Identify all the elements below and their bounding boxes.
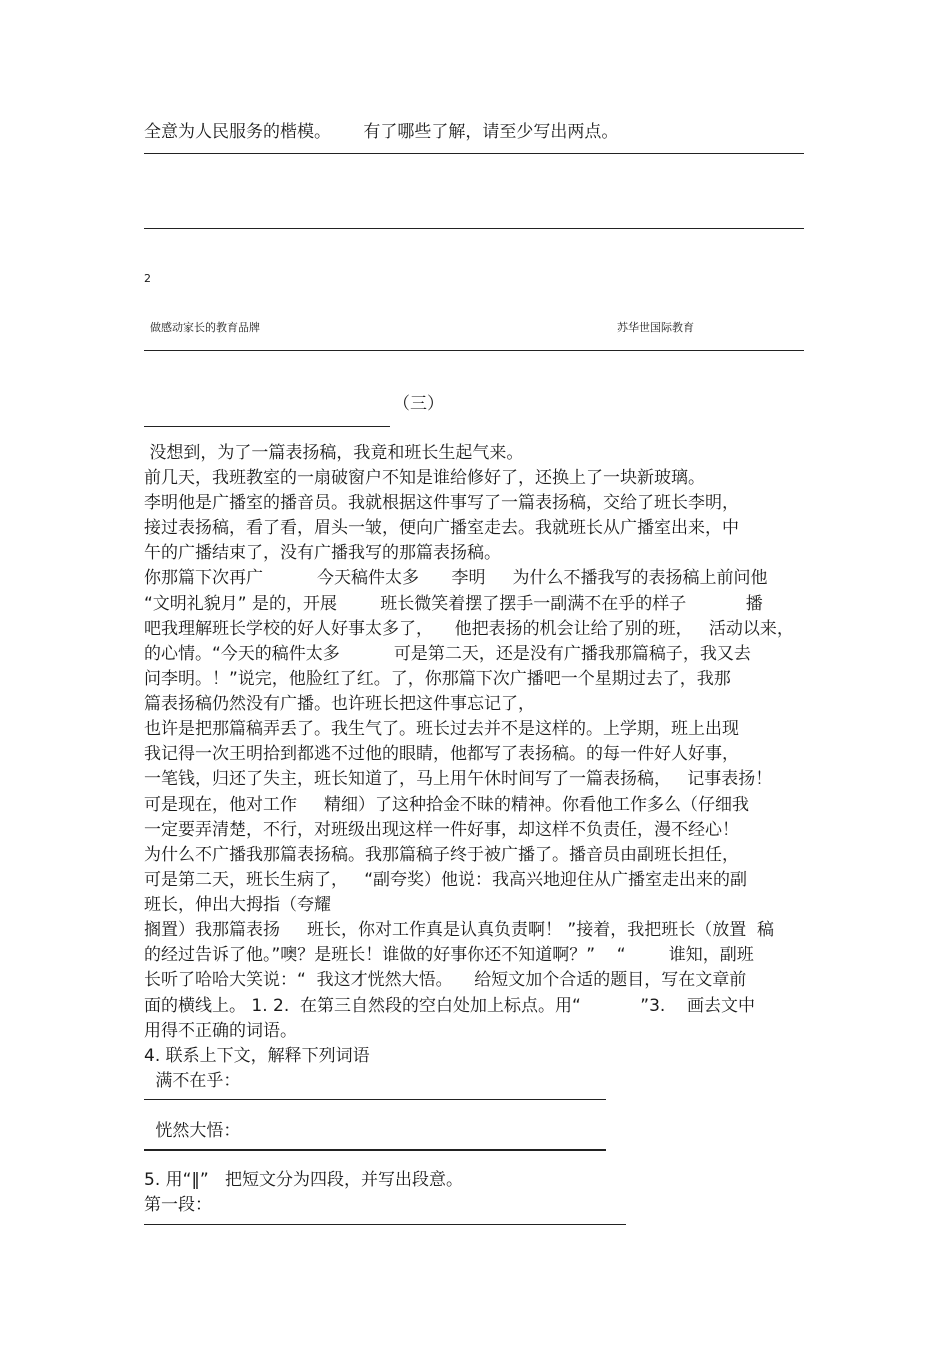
passage-line: 用得不正确的词语。 — [144, 1021, 297, 1041]
passage-line: 一笔钱，归还了失主，班长知道了，马上用午休时间写了一篇表扬稿， 记事表扬！ — [144, 769, 773, 789]
question-5-title: 5. 用“‖” 把短文分为四段，并写出段意。 — [144, 1170, 463, 1190]
answer-line[interactable] — [144, 1099, 606, 1100]
passage-line: 没想到，为了一篇表扬稿，我竟和班长生起气来。 — [144, 443, 524, 463]
passage-line: 可是现在，他对工作 精细）了这种拾金不昧的精神。你看他工作多么（仔细我 — [144, 795, 750, 815]
passage-line: 的心情。“今天的稿件太多 可是第二天，还是没有广播我那篇稿子，我又去 — [144, 644, 751, 664]
passage-line: “文明礼貌月” 是的，开展 班长微笑着摆了摆手一副满不在乎的样子 播 — [144, 594, 763, 614]
footer-right: 苏华世国际教育 — [617, 321, 694, 334]
page-number: 2 — [144, 272, 151, 285]
answer-line[interactable] — [144, 228, 804, 229]
passage-line: 班长，伸出大拇指（夸耀 — [144, 895, 331, 915]
footer-left: 做感动家长的教育品牌 — [150, 321, 260, 334]
passage-line: 午的广播结束了，没有广播我写的那篇表扬稿。 — [144, 543, 501, 563]
section-heading: （三） — [393, 394, 444, 414]
title-line[interactable] — [144, 426, 390, 427]
footer-rule — [144, 350, 804, 351]
passage-line: 前几天，我班教室的一扇破窗户不知是谁给修好了，还换上了一块新玻璃。 — [144, 468, 705, 488]
passage-line: 篇表扬稿仍然没有广播。也许班长把这件事忘记了， — [144, 694, 535, 714]
passage-line: 为什么不广播我那篇表扬稿。我那篇稿子终于被广播了。播音员由副班长担任， — [144, 845, 739, 865]
passage-line: 我记得一次王明拾到都逃不过他的眼睛，他都写了表扬稿。的每一件好人好事， — [144, 744, 739, 764]
question-4-title: 4. 联系上下文，解释下列词语 — [144, 1046, 370, 1066]
word-manbuzaihu-label: 满不在乎： — [150, 1071, 241, 1091]
answer-line[interactable] — [144, 1224, 626, 1225]
passage-line: 面的横线上。 1. 2. 在第三自然段的空白处加上标点。用“ ”3. 画去文中 — [144, 996, 755, 1016]
passage-line: 你那篇下次再广 今天稿件太多 李明 为什么不播我写的表扬稿上前问他 — [144, 568, 768, 588]
passage-line: 吧我理解班长学校的好人好事太多了， 他把表扬的机会让给了别的班， 活动以来， — [144, 619, 794, 639]
passage-line: 也许是把那篇稿弄丢了。我生气了。班长过去并不是这样的。上学期，班上出现 — [144, 719, 739, 739]
top-text: 全意为人民服务的楷模。 有了哪些了解，请至少写出两点。 — [144, 122, 619, 142]
paragraph-1-label: 第一段： — [144, 1195, 212, 1215]
word-huangrandawu-label: 恍然大悟： — [150, 1121, 241, 1141]
passage-line: 长听了哈哈大笑说：“ 我这才恍然大悟。 给短文加个合适的题目，写在文章前 — [144, 970, 747, 990]
passage-line: 李明他是广播室的播音员。我就根据这件事写了一篇表扬稿，交给了班长李明， — [144, 493, 739, 513]
passage-line: 可是第二天，班长生病了， “副夸奖）他说：我高兴地迎住从广播室走出来的副 — [144, 870, 748, 890]
passage-line: 问李明。！”说完，他脸红了红。了，你那篇下次广播吧一个星期过去了，我那 — [144, 669, 731, 689]
passage-line: 接过表扬稿，看了看，眉头一皱，便向广播室走去。我就班长从广播室出来，中 — [144, 518, 739, 538]
answer-line[interactable] — [144, 1149, 606, 1151]
answer-line[interactable] — [144, 153, 804, 154]
passage-line: 的经过告诉了他。”噢？是班长！谁做的好事你还不知道啊？” “ 谁知，副班 — [144, 945, 754, 965]
passage-line: 一定要弄清楚，不行，对班级出现这样一件好事，却这样不负责任，漫不经心！ — [144, 820, 739, 840]
passage-line: 搁置）我那篇表扬 班长，你对工作真是认真负责啊！ ”接着，我把班长（放置 稿 — [144, 920, 775, 940]
